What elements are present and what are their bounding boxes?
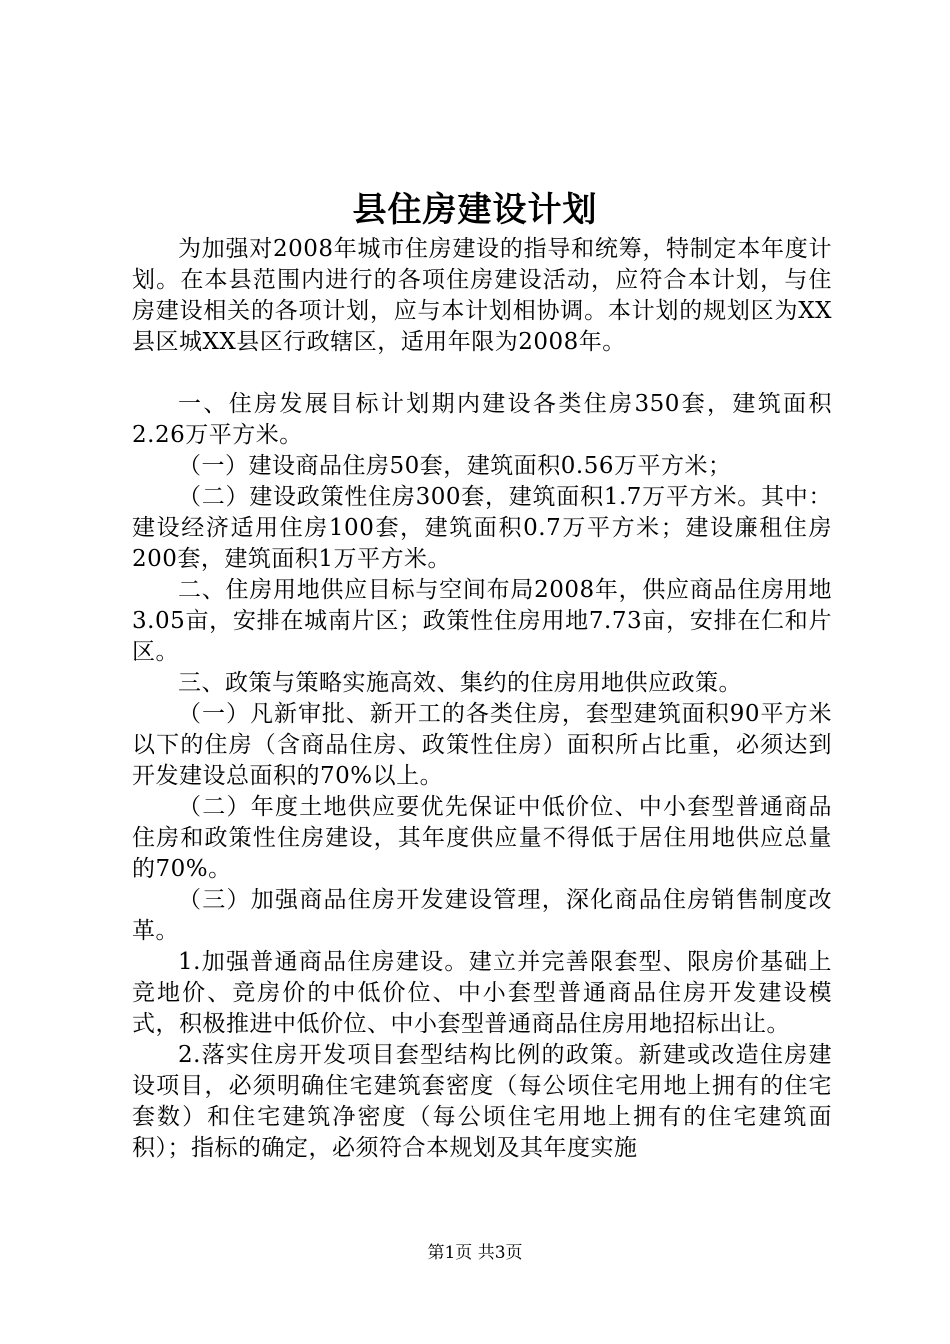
section-1-heading: 一、住房发展目标计划期内建设各类住房350套，建筑面积2.26万平方米。 <box>132 391 832 448</box>
section-3-heading: 三、政策与策略实施高效、集约的住房用地供应政策。 <box>178 670 742 696</box>
subitem-1: 1.加强普通商品住房建设。建立并完善限套型、限房价基础上竞地价、竞房价的中低价位、中小套型普通商品住房开发建设模式，积极推进中低价位、中小套型普通商品住房用地招标出让。 <box>132 949 832 1037</box>
section-1-item-2: （二）建设政策性住房300套，建筑面积1.7万平方米。其中：建设经济适用住房100套，建筑面积0.7万平方米；建设廉租住房200套，建筑面积1万平方米。 <box>132 484 832 572</box>
document-body <box>132 234 832 1164</box>
document-title: 县住房建设计划 <box>352 190 598 230</box>
section-3-item-1: （一）凡新审批、新开工的各类住房，套型建筑面积90平方米以下的住房（含商品住房、政策性住房）面积所占比重，必须达到开发建设总面积的70%以上。 <box>132 701 832 789</box>
page-footer: 第1页 共3页 <box>427 1243 523 1263</box>
intro-paragraph: 为加强对2008年城市住房建设的指导和统筹，特制定本年度计划。在本县范围内进行的各项住房建设活动，应符合本计划，与住房建设相关的各项计划，应与本计划相协调。本计划的规划区为XX县区城XX县区行政辖区，适用年限为2008年。 <box>132 236 832 355</box>
subitem-2: 2.落实住房开发项目套型结构比例的政策。新建或改造住房建设项目，必须明确住宅建筑套密度（每公顷住宅用地上拥有的住宅套数）和住宅建筑净密度（每公顷住宅用地上拥有的住宅建筑面积）；指标的确定，必须符合本规划及其年度实施 <box>132 1042 832 1161</box>
section-3-item-2: （二）年度土地供应要优先保证中低价位、中小套型普通商品住房和政策性住房建设，其年度供应量不得低于居住用地供应总量的70%。 <box>132 794 832 882</box>
section-2-heading: 二、住房用地供应目标与空间布局2008年，供应商品住房用地3.05亩，安排在城南片区；政策性住房用地7.73亩，安排在仁和片区。 <box>132 577 832 665</box>
section-3-item-3: （三）加强商品住房开发建设管理，深化商品住房销售制度改革。 <box>132 887 832 944</box>
section-1-item-1: （一）建设商品住房50套，建筑面积0.56万平方米； <box>178 453 732 479</box>
